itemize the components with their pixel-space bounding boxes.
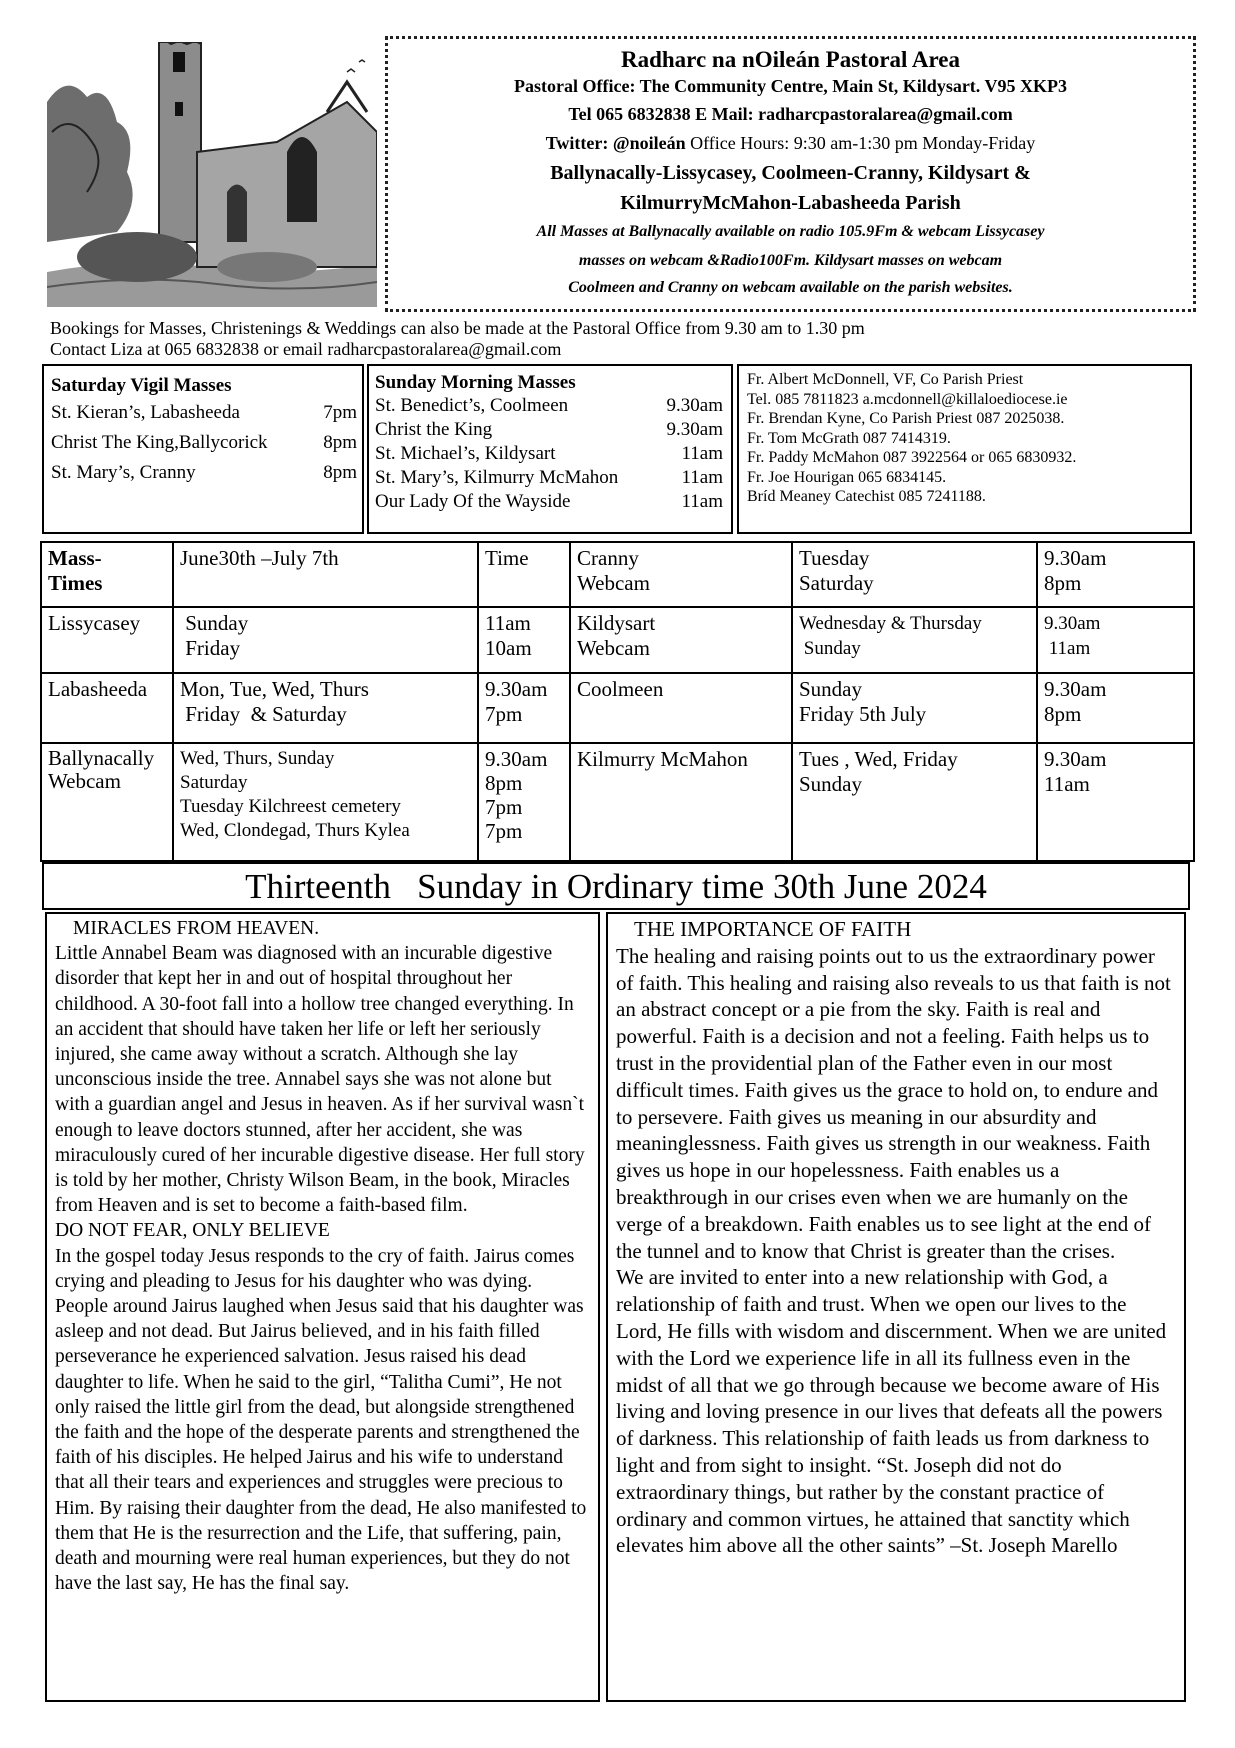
mass-time: 11am <box>681 443 723 464</box>
church-name: St. Benedict’s, Coolmeen <box>375 395 569 416</box>
table-cell <box>570 673 792 743</box>
sunday-heading: Sunday Morning Masses <box>375 372 576 393</box>
cell-line: Lissycasey <box>48 611 141 635</box>
cell-line: Ballynacally <box>48 746 155 770</box>
cell-line: 7pm <box>485 819 523 843</box>
cell-line: Wed, Thurs, Sunday <box>180 748 335 769</box>
cell-line: Labasheeda <box>48 677 148 701</box>
table-row <box>41 542 1194 607</box>
clergy-line: Bríd Meaney Catechist 085 7241188. <box>747 488 986 505</box>
cell-line: Friday <box>180 636 241 660</box>
table-cell <box>1037 607 1194 673</box>
table-cell <box>173 607 478 673</box>
table-row <box>41 743 1194 861</box>
table-cell <box>792 673 1037 743</box>
table-row <box>41 607 1194 673</box>
church-name: Christ The King,Ballycorick <box>51 432 268 453</box>
article-heading: DO NOT FEAR, ONLY BELIEVE <box>55 1220 330 1242</box>
bookings-line-1: Bookings for Masses, Christenings & Weddings can also be made at the Pastoral Office from 9.30 am to 1.30 pm <box>50 318 865 338</box>
twitter-office-hours <box>388 133 1193 154</box>
saturday-vigil-masses <box>42 364 364 534</box>
cell-line: Time <box>485 546 529 570</box>
sunday-morning-masses <box>367 364 733 534</box>
cell-line: Tuesday Kilchreest cemetery <box>180 796 401 817</box>
mass-row <box>51 398 362 428</box>
cell-line: Sunday <box>799 772 862 796</box>
clergy-line: Fr. Joe Hourigan 065 6834145. <box>747 468 947 486</box>
cell-line: Cranny <box>577 546 639 570</box>
church-name: Our Lady Of the Wayside <box>375 491 571 512</box>
cell-line: Times <box>48 571 103 595</box>
table-cell <box>478 673 570 743</box>
cell-line: 11am <box>485 611 531 635</box>
church-name: St. Michael’s, Kildysart <box>375 443 556 464</box>
article-paragraph: We are invited to enter into a new relationship with God, a relationship of faith and trust. When we open our lives to the Lord, He fills with wisdom and discernment. When we are united with the Lord we experience life in all its fullness even in the midst of all that we go through because we become aware of His living and loving presence in our lives that defeats all the powers of darkness. This relationship of faith leads us from darkness to light and from sight to insight. “St. Joseph did not do extraordinary things, but rather by the constant practice of ordinary and common virtues, he attained that sanctity which elevates him above all the other saints” –St. Joseph Marello <box>616 1265 1167 1558</box>
bookings-info <box>50 318 865 360</box>
cell-line: 7pm <box>485 795 523 819</box>
mass-row <box>375 466 731 490</box>
cell-line: 8pm <box>1044 571 1082 595</box>
cell-line: Webcam <box>577 636 650 660</box>
right-article <box>606 912 1186 1702</box>
clergy-line: Fr. Tom McGrath 087 7414319. <box>747 429 951 447</box>
cell-line: 8pm <box>485 771 523 795</box>
cell-line: Kildysart <box>577 611 656 635</box>
cell-line: Tuesday <box>799 546 870 570</box>
left-article <box>45 912 600 1702</box>
article-paragraph: In the gospel today Jesus responds to the cry of faith. Jairus comes crying and pleading to Jesus for his daughter who was dying. People around Jairus laughed when Jesus said that his daughter was asleep and not dead. But Jairus believed, and in his faith filled perseverance he experienced salvation. Jesus raised his dead daughter to life. When he said to the girl, “Talitha Cumi”, He not only raised the little girl from the dead, but alongside strengthened the faith and the hope of the desperate parents and strengthened the faith of his disciples. He helped Jairus and his wife to understand that all their tears and experiences and struggles were precious to Him. By raising their daughter from the dead, He also manifested to them that He is the resurrection and the Life, that suffering, pain, death and mourning were real human experiences, but they do not have the last say, He has the final say. <box>55 1245 587 1595</box>
cell-line: Sunday <box>799 638 861 659</box>
cell-line: 9.30am <box>1044 677 1107 701</box>
church-name: Christ the King <box>375 419 493 440</box>
cell-line: 11am <box>1044 638 1091 659</box>
mass-row <box>375 442 731 466</box>
cell-line: Mass- <box>48 546 102 570</box>
table-cell <box>478 607 570 673</box>
table-cell <box>173 542 478 607</box>
table-cell <box>173 743 478 861</box>
table-row <box>41 673 1194 743</box>
broadcast-info-line-2: masses on webcam &Radio100Fm. Kildysart masses on webcam <box>578 252 1003 269</box>
cell-line: Wednesday & Thursday <box>799 613 982 634</box>
church-ruin-illustration <box>47 42 377 307</box>
cell-line: 9.30am <box>1044 747 1107 771</box>
cell-line: Friday 5th July <box>799 702 927 726</box>
mass-time: 11am <box>681 491 723 512</box>
cell-line: Coolmeen <box>577 677 664 701</box>
mass-row <box>51 428 362 458</box>
table-cell <box>1037 542 1194 607</box>
table-cell <box>792 542 1037 607</box>
mass-row <box>375 418 731 442</box>
table-cell <box>41 743 173 861</box>
table-cell <box>792 607 1037 673</box>
bookings-line-2: Contact Liza at 065 6832838 or email radharcpastoralarea@gmail.com <box>50 339 562 359</box>
cell-line: Kilmurry McMahon <box>577 747 748 771</box>
table-cell <box>1037 673 1194 743</box>
table-cell <box>792 743 1037 861</box>
pastoral-office-address: Pastoral Office: The Community Centre, Main St, Kildysart. V95 XKP3 <box>514 76 1067 96</box>
cell-line: Sunday <box>799 677 862 701</box>
sunday-title: Thirteenth Sunday in Ordinary time 30th June 2024 <box>42 862 1190 910</box>
clergy-line: Fr. Brendan Kyne, Co Parish Priest 087 2025038. <box>747 410 1065 427</box>
cell-line: 9.30am <box>485 747 548 771</box>
table-cell <box>41 673 173 743</box>
pastoral-area-title: Radharc na nOileán Pastoral Area <box>620 47 961 72</box>
cell-line: Friday & Saturday <box>180 702 347 726</box>
cell-line: 11am <box>1044 772 1090 796</box>
table-cell <box>478 542 570 607</box>
clergy-line: Fr. Paddy McMahon 087 3922564 or 065 6830932. <box>747 449 1077 466</box>
mass-time: 8pm <box>323 432 357 453</box>
clergy-line: Fr. Albert McDonnell, VF, Co Parish Priest <box>747 371 1024 388</box>
pastoral-header <box>385 36 1196 312</box>
table-cell <box>478 743 570 861</box>
cell-line: Saturday <box>180 772 248 793</box>
broadcast-info-line-3: Coolmeen and Cranny on webcam available on the parish websites. <box>568 279 1013 296</box>
article-paragraph: Little Annabel Beam was diagnosed with an incurable digestive disorder that kept her in and out of hospital throughout her childhood. A 30-foot fall into a hollow tree changed everything. In an accident that should have taken her life or left her seriously injured, she came away without a scratch. Although she lay unconscious inside the tree. Annabel says she was not alone but with a guardian angel and Jesus in heaven. As if her survival wasn`t enough to leave doctors stunned, after her accident, she was miraculously cured of her incurable digestive disease. Her full story is told by her mother, Christy Wilson Beam, in the book, Miracles from Heaven and is set to become a faith-based film. <box>55 943 585 1217</box>
cell-line: Webcam <box>577 571 650 595</box>
church-name: St. Mary’s, Kilmurry McMahon <box>375 467 619 488</box>
saturday-heading: Saturday Vigil Masses <box>51 375 232 396</box>
cell-line: 10am <box>485 636 532 660</box>
clergy-line: Tel. 085 7811823 a.mcdonnell@killaloediocese.ie <box>747 390 1068 408</box>
cell-line: 7pm <box>485 702 523 726</box>
mass-time: 9.30am <box>666 395 723 416</box>
mass-time: 7pm <box>323 402 357 423</box>
cell-line: Sunday <box>180 611 249 635</box>
broadcast-info-line-1: All Masses at Ballynacally available on radio 105.9Fm & webcam Lissycasey <box>536 223 1045 240</box>
church-name: St. Kieran’s, Labasheeda <box>51 402 240 423</box>
table-cell <box>41 607 173 673</box>
table-cell <box>570 743 792 861</box>
cell-line: Tues , Wed, Friday <box>799 747 958 771</box>
cell-line: 8pm <box>1044 702 1082 726</box>
clergy-contacts <box>737 364 1192 534</box>
office-hours: Office Hours: 9:30 am-1:30 pm Monday-Friday <box>685 133 1036 153</box>
article-paragraph: The healing and raising points out to us the extraordinary power of faith. This healing and raising also reveals to us that faith is not an abstract concept or a pie from the sky. Faith is real and powerful. Faith is a decision and not a feeling. Faith helps us to trust in the providential plan of the Father even in our most difficult times. Faith gives us the grace to hold on, to endure and to persevere. Faith gives us meaning in our absurdity and meaninglessness. Faith gives us strength in our weakness. Faith gives us hope in our hopelessness. Faith enables us a breakthrough in our crises even when we are humanly on the verge of a breakdown. Faith enables us to see light at the end of the tunnel and to know that Christ is greater than the crises. <box>616 943 1171 1263</box>
cell-line: Mon, Tue, Wed, Thurs <box>180 677 369 701</box>
mass-row <box>51 458 362 488</box>
cell-line: Wed, Clondegad, Thurs Kylea <box>180 820 410 841</box>
article-heading: MIRACLES FROM HEAVEN. <box>73 918 320 939</box>
contact-phone-email: Tel 065 6832838 E Mail: radharcpastoralarea@gmail.com <box>568 104 1013 124</box>
table-cell <box>1037 743 1194 861</box>
mass-row <box>375 394 731 418</box>
cell-line: 9.30am <box>1044 546 1107 570</box>
cell-line: 9.30am <box>1044 613 1101 634</box>
cell-line: June30th –July 7th <box>180 546 339 570</box>
twitter-handle: Twitter: @noileán <box>545 133 686 153</box>
mass-time: 11am <box>681 467 723 488</box>
table-cell <box>570 607 792 673</box>
parish-names-line-2: KilmurryMcMahon-Labasheeda Parish <box>620 192 961 214</box>
table-cell <box>173 673 478 743</box>
mass-times-table <box>40 541 1195 862</box>
church-name: St. Mary’s, Cranny <box>51 462 196 483</box>
article-heading: THE IMPORTANCE OF FAITH <box>634 917 912 941</box>
table-cell <box>41 542 173 607</box>
mass-time: 8pm <box>323 462 357 483</box>
mass-row <box>375 490 731 514</box>
table-cell <box>570 542 792 607</box>
cell-line: 9.30am <box>485 677 548 701</box>
cell-line: Webcam <box>48 769 121 793</box>
parish-names-line-1: Ballynacally-Lissycasey, Coolmeen-Cranny, Kildysart & <box>550 162 1031 184</box>
cell-line: Saturday <box>799 571 874 595</box>
mass-time: 9.30am <box>666 419 723 440</box>
